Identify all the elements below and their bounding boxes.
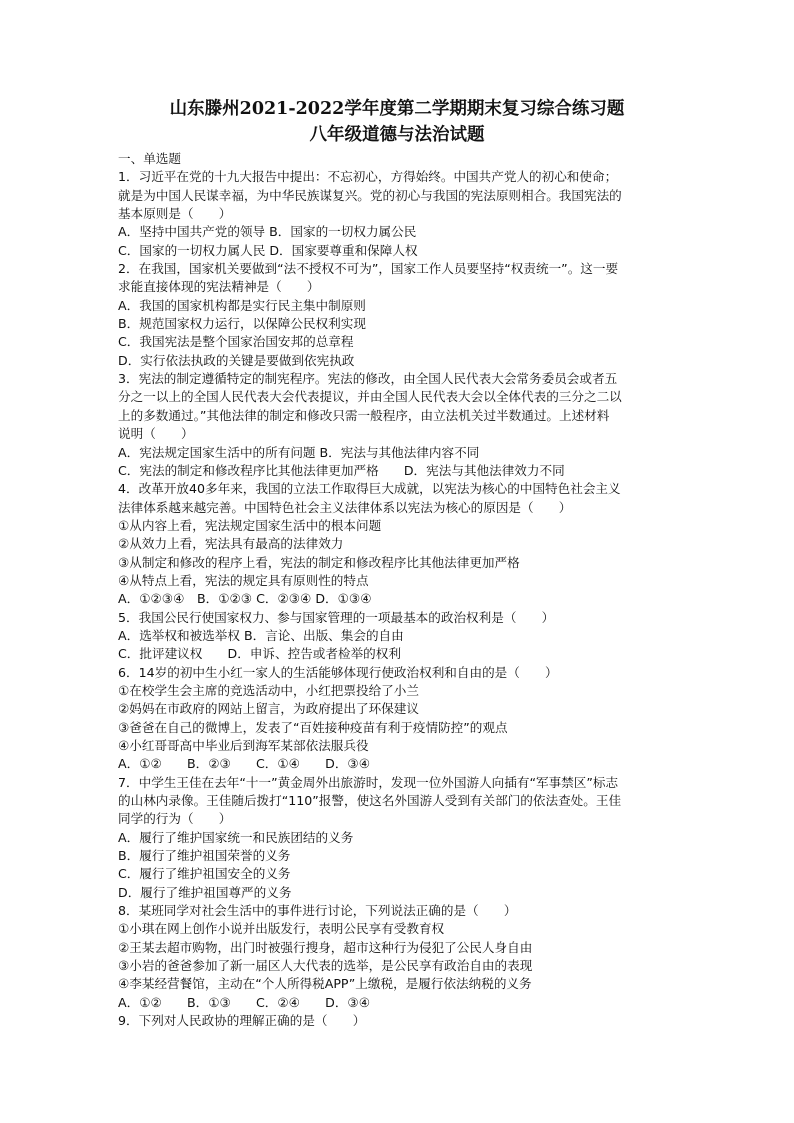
text-line: ①从内容上看，宪法规定国家生活中的根本问题 bbox=[118, 517, 382, 533]
text-line: 就是为中国人民谋幸福，为中华民族谋复兴。党的初心与我国的宪法原则相合。我国宪法的 bbox=[118, 187, 622, 203]
text-line: 5．我国公民行使国家权力、参与国家管理的一项最基本的政治权利是（ ） bbox=[118, 609, 555, 625]
text-line: ②从效力上看，宪法具有最高的法律效力 bbox=[118, 536, 344, 552]
text-line: 6．14岁的初中生小红一家人的生活能够体现行使政治权利和自由的是（ ） bbox=[118, 664, 558, 680]
text-line: 求能直接体现的宪法精神是（ ） bbox=[118, 279, 320, 295]
exam-subtitle: 八年级道德与法治试题 bbox=[309, 125, 485, 145]
text-line: A．宪法规定国家生活中的所有问题 B．宪法与其他法律内容不同 bbox=[118, 444, 480, 460]
text-line: C．宪法的制定和修改程序比其他法律更加严格 D．宪法与其他法律效力不同 bbox=[118, 462, 565, 478]
text-line: 4．改革开放40多年来，我国的立法工作取得巨大成就，以宪法为核心的中国特色社会主义 bbox=[118, 481, 621, 497]
text-line: B．规范国家权力运行，以保障公民权利实现 bbox=[118, 316, 366, 332]
text-line: A．①② B．②③ C．①④ D．③④ bbox=[118, 756, 371, 772]
text-line: 分之一以上的全国人民代表大会代表提议，并由全国人民代表大会以全体代表的三分之二以 bbox=[118, 389, 622, 405]
exam-body bbox=[118, 150, 676, 1031]
text-line: 8．某班同学对社会生活中的事件进行讨论，下列说法正确的是（ ） bbox=[118, 903, 517, 919]
text-line: A．①② B．①③ C．②④ D．③④ bbox=[118, 994, 371, 1010]
text-line: C．履行了维护祖国安全的义务 bbox=[118, 866, 291, 882]
text-line: 7．中学生王佳在去年“十一”黄金周外出旅游时，发现一位外国游人向插有“军事禁区”标志 bbox=[118, 774, 619, 790]
text-line: 3．宪法的制定遵循特定的制宪程序。宪法的修改，由全国人民代表大会常务委员会或者五 bbox=[118, 371, 618, 387]
text-line: 法律体系越来越完善。中国特色社会主义法律体系以宪法为核心的原因是（ ） bbox=[118, 499, 572, 515]
exam-title: 山东滕州2021-2022学年度第二学期期末复习综合练习题 bbox=[169, 99, 625, 119]
text-line: ④李某经营餐馆，主动在“个人所得税APP”上缴税，是履行依法纳税的义务 bbox=[118, 976, 532, 992]
text-line: ③从制定和修改的程序上看，宪法的制定和修改程序比其他法律更加严格 bbox=[118, 554, 520, 570]
text-line: C．我国宪法是整个国家治国安邦的总章程 bbox=[118, 334, 354, 350]
text-line: C．国家的一切权力属人民 D．国家要尊重和保障人权 bbox=[118, 242, 418, 258]
text-line: ②王某去超市购物，出门时被强行搜身，超市这种行为侵犯了公民人身自由 bbox=[118, 939, 533, 955]
text-line: 2．在我国，国家机关要做到“法不授权不可为”，国家工作人员要坚持“权责统一”。这一要 bbox=[118, 261, 619, 277]
text-line: 同学的行为（ ） bbox=[118, 811, 232, 827]
text-line: B．履行了维护祖国荣誉的义务 bbox=[118, 848, 291, 864]
text-line: 1．习近平在党的十九大报告中提出：不忘初心，方得始终。中国共产党人的初心和使命； bbox=[118, 169, 618, 185]
text-line: 的山林内录像。王佳随后拨打“110”报警，使这名外国游人受到有关部门的依法查处。王佳 bbox=[118, 793, 622, 809]
text-line: ③小岩的爸爸参加了新一届区人大代表的选举，是公民享有政治自由的表现 bbox=[118, 958, 533, 974]
text-line: ③爸爸在自己的微博上，发表了“百姓接种疫苗有利于疫情防控”的观点 bbox=[118, 719, 508, 735]
text-line: D．履行了维护祖国尊严的义务 bbox=[118, 884, 292, 900]
text-line: D．实行依法执政的关键是要做到依宪执政 bbox=[118, 352, 355, 368]
text-line: 上的多数通过。”其他法律的制定和修改只需一般程序，由立法机关过半数通过。上述材料 bbox=[118, 407, 610, 423]
text-line: A．履行了维护国家统一和民族团结的义务 bbox=[118, 829, 354, 845]
text-line: ②妈妈在市政府的网站上留言，为政府提出了环保建议 bbox=[118, 701, 419, 717]
text-line: A．坚持中国共产党的领导 B．国家的一切权力属公民 bbox=[118, 224, 417, 240]
text-line: ④小红哥哥高中毕业后到海军某部依法服兵役 bbox=[118, 738, 369, 753]
text-line: A．我国的国家机构都是实行民主集中制原则 bbox=[118, 297, 366, 313]
text-line: A．选举权和被选举权 B．言论、出版、集会的自由 bbox=[118, 627, 404, 643]
text-line: ①小琪在网上创作小说并出版发行，表明公民享有受教育权 bbox=[118, 921, 445, 937]
text-line: C．批评建议权 D．申诉、控告或者检举的权利 bbox=[118, 646, 401, 662]
text-line: 9．下列对人民政协的理解正确的是（ ） bbox=[118, 1013, 366, 1029]
text-line: ①在校学生会主席的竞选活动中，小红把票投给了小兰 bbox=[118, 682, 419, 698]
text-line: ④从特点上看，宪法的规定具有原则性的特点 bbox=[118, 572, 369, 588]
text-line: 说明（ ） bbox=[118, 426, 194, 442]
section-heading: 一、单选题 bbox=[118, 151, 181, 166]
text-line: A．①②③④ B．①②③ C．②③④ D．①③④ bbox=[118, 591, 372, 607]
text-line: 基本原则是（ ） bbox=[118, 206, 232, 222]
